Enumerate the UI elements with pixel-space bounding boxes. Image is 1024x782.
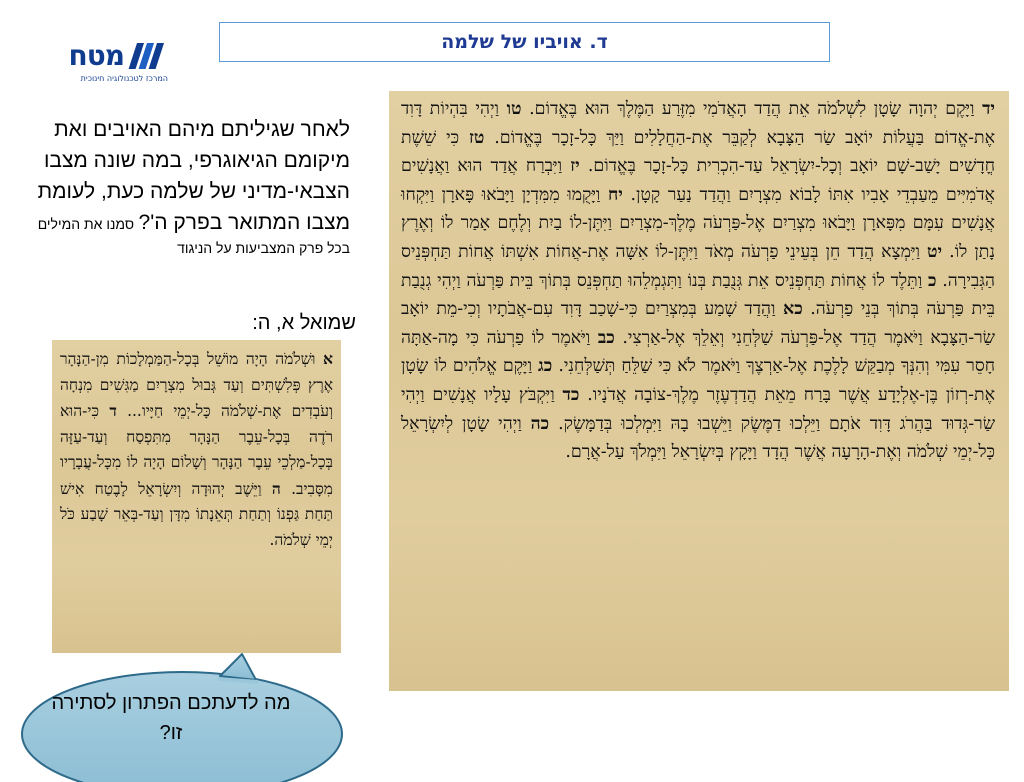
verse-number: כא <box>783 299 803 320</box>
verse-number: יז <box>570 156 580 177</box>
verse-text: וַיָּקֶם אֱלֹהִים לוֹ שָׂטָן אֶת-רְזוֹן בֶּן-אֶלְיָדָע אֲשֶׁר בָּרַח מֵאֵת הֲדַדְעֶזֶר מֶלֶךְ-צוֹבָה אֲדֹנָיו. <box>401 356 996 405</box>
verse-text: וַיִּבְרַח אֲדַד הוּא וַאֲנָשִׁים אֲדֹמִיִּים מֵעַבְדֵי אָבִיו אִתּוֹ לָבוֹא מִצְרָיִם וַהֲדַד נַעַר קָטָן. <box>401 156 995 205</box>
verse-number: יח <box>607 184 623 205</box>
verse-number: טז <box>468 127 485 148</box>
verse-number: כ <box>927 270 937 291</box>
verse-number: א <box>323 349 333 368</box>
verse-text: וַתֵּלֶד לוֹ אֲחוֹת תַּחְפְּנֵיס אֵת גְּנֻבַת בְּנוֹ וַתִּגְמְלֵהוּ תַחְפְּנֵס בְּתוֹךְ בֵּית פַּרְעֹה וַיְהִי גְנֻבַת בֵּית פַּרְעֹה בְּתוֹךְ בְּנֵי פַרְעֹה. <box>401 270 995 320</box>
slide-title: ד. אויביו של שלמה <box>441 31 608 53</box>
verse-number: ד <box>109 401 117 420</box>
verse-text: וַיִּמְצָא הֲדַד חֵן בְּעֵינֵי פַרְעֹה מְאֹד וַיִּתֶּן-לוֹ אִשָּׁה אֶת-אֲחוֹת אִשְׁתּוֹ אֲחוֹת תַּחְפְּנֵיס הַגְּבִירָה. <box>401 241 996 291</box>
verse-number: יד <box>982 99 995 119</box>
verse-text: וַיֵּשֶׁב יְהוּדָה וְיִשְׂרָאֵל לָבֶטַח אִישׁ תַּחַת גַּפְנוֹ וְתַחַת תְּאֵנָתוֹ מִדָּן וְעַד-בְּאֵר שָׁבַע כֹּל יְמֵי שְׁלֹמֹה. <box>60 479 333 549</box>
source-label: שמואל א, ה: <box>252 312 356 334</box>
verse-text: וַהֲדַד שָׁמַע בְּמִצְרַיִם כִּי-שָׁכַב דָּוִד עִם-אֲבֹתָיו וְכִי-מֵת יוֹאָב שַׂר-הַצָּבָא וַיֹּאמֶר הֲדַד אֶל-פַּרְעֹה שַׁלְּחֵנִי וְאֵלֵךְ אֶל-אַרְצִי. <box>401 299 995 348</box>
verse-text: כִּי-הוּא רֹדֶה בְּכָל-עֵבֶר הַנָּהָר מִתִּפְסַח וְעַד-עַזָּה בְּכָל-מַלְכֵי עֵבֶר הַנָּהָר וְשָׁלוֹם הָיָה לוֹ מִכָּל-עֲבָרָיו מִסָּבִיב. <box>60 402 333 498</box>
verse-text: כִּי שֵׁשֶׁת חֳדָשִׁים יָשַׁב-שָׁם יוֹאָב וְכָל-יִשְׂרָאֵל עַד-הִכְרִית כָּל-זָכָר בֶּאֱדוֹם. <box>401 127 995 177</box>
callout-question: מה לדעתכם הפתרון לסתירה זו? <box>51 692 291 744</box>
verse-text: וַיָּקֶם יְהוָה שָׂטָן לִשְׁלֹמֹה אֵת הֲדַד הָאֲדֹמִי מִזֶּרַע הַמֶּלֶךְ הוּא בֶּאֱדוֹם. <box>529 99 975 119</box>
logo-wordmark: מטח <box>68 39 124 72</box>
verse-text: וּשְׁלֹמֹה הָיָה מוֹשֵׁל בְּכָל-הַמַּמְלָכוֹת מִן-הַנָּהָר אֶרֶץ פְּלִשְׁתִּים וְעַד גְּבוּל מִצְרָיִם מַגִּשִׁים מִנְחָה וְעֹבְדִים אֶת-שְׁלֹמֹה כָּל-יְמֵי חַיָּיו... <box>60 350 333 420</box>
verse-text: וַיְהִי שָׂטָן לְיִשְׂרָאֵל כָּל-יְמֵי שְׁלֹמֹה וְאֶת-הָרָעָה אֲשֶׁר הֲדָד וַיָּקָץ בְּיִשְׂרָאֵל וַיִּמְלֹךְ עַל-אֲרָם. <box>401 413 995 463</box>
instructions-main: לאחר שגיליתם מיהם האויבים ואת מיקומם הגיאוגרפי, במה שונה מצבו הצבאי-מדיני של שלמה כעת, לעומת מצבו המתואר בפרק ה'? <box>37 118 350 234</box>
verse-number: ה <box>271 478 281 498</box>
right-passage <box>389 91 1009 691</box>
verse-number: טו <box>506 99 522 119</box>
instructions-note: סמנו את המילים בכל פרק המצביעות על הניגוד <box>37 216 350 256</box>
verse-text: וַיִּקְבֹּץ עָלָיו אֲנָשִׁים וַיְהִי שַׂר-גְּדוּד בַּהֲרֹג דָּוִד אֹתָם וַיֵּלְכוּ דַמֶּשֶׂק וַיֵּשְׁבוּ בָהּ וַיִּמְלְכוּ בְּדַמָּשֶׂק. <box>401 384 996 434</box>
verse-number: כה <box>530 413 550 434</box>
verse-number: כג <box>538 356 553 377</box>
left-passage <box>52 340 341 653</box>
verse-text: וַיָּקֻמוּ מִמִּדְיָן וַיָּבֹאוּ פָּארָן וַיִּקְחוּ אֲנָשִׁים עִמָּם מִפָּארָן וַיָּבֹאוּ מִצְרַיִם אֶל-פַּרְעֹה מֶלֶךְ-מִצְרַיִם וַיִּתֶּן-לוֹ בַיִת וְלֶחֶם אָמַר לוֹ וְאֶרֶץ נָתַן לוֹ. <box>401 184 996 262</box>
instructions <box>16 114 350 259</box>
verse-number: יט <box>927 241 943 262</box>
verse-number: כב <box>597 327 615 348</box>
verse-text: וַיְהִי בִּהְיוֹת דָּוִד אֶת-אֱדוֹם בַּעֲלוֹת יוֹאָב שַׂר הַצָּבָא לְקַבֵּר אֶת-הַחֲלָלִים וַיַּךְ כָּל-זָכָר בֶּאֱדוֹם. <box>401 99 996 148</box>
verse-text: וַיֹּאמֶר לוֹ פַרְעֹה כִּי מָה-אַתָּה חָסֵר עִמִּי וְהִנְּךָ מְבַקֵּשׁ לָלֶכֶת אֶל-אַרְצֶךָ וַיֹּאמֶר לֹא כִּי שַׁלֵּחַ תְּשַׁלְּחֵנִי. <box>401 327 996 377</box>
logo-subtitle: המרכז לטכנולוגיה חינוכית <box>80 74 168 83</box>
logo-emblem-icon <box>124 40 168 74</box>
verse-number: כד <box>562 384 580 405</box>
slide-title-box <box>219 22 830 62</box>
logo <box>50 40 168 84</box>
